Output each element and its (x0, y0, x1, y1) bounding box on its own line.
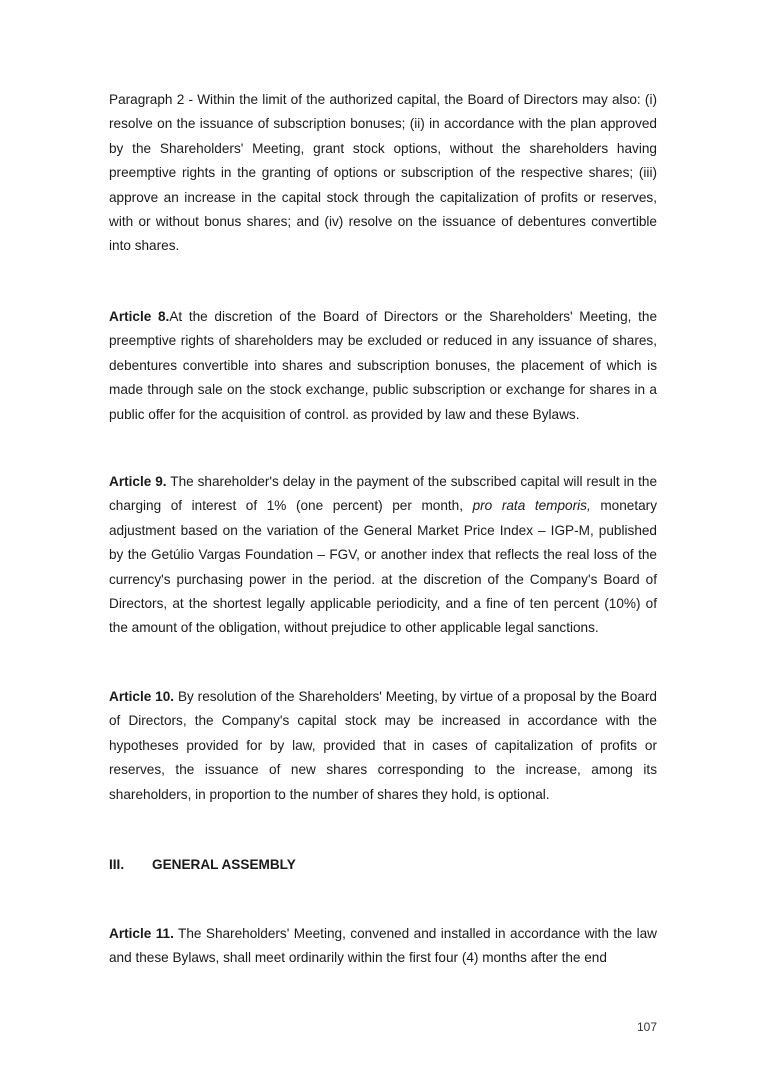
section-number: III. (109, 857, 125, 872)
article-8-text: At the discretion of the Board of Directors or the Shareholders' Meeting, the preemptive rights of shareholders may be excluded or reduced in any issuance of shares, debentures convertible into shares and subscription bonuses, the placement of which is made through sale on the stock exchange, public subscription or exchange for shares in a public offer for the acquisition of control. as provided by law and these Bylaws. (109, 309, 658, 422)
article-10 (109, 685, 657, 807)
article-11-text: The Shareholders' Meeting, convened and installed in accordance with the law and these Bylaws, shall meet ordinarily within the first four (4) months after the end (109, 926, 658, 966)
article-9 (109, 470, 657, 641)
section-title: GENERAL ASSEMBLY (152, 857, 296, 872)
article-11-label: Article 11. (109, 926, 174, 941)
page-number: 107 (636, 1020, 657, 1034)
article-9-text-before: The shareholder's delay in the payment of the subscribed capital will result in the charging of interest of 1% (one percent) per month, (109, 474, 658, 514)
article-8 (109, 305, 657, 427)
paragraph-2: Paragraph 2 - Within the limit of the authorized capital, the Board of Directors may also: (i) resolve on the issuance of subscription bonuses; (ii) in accordance with the plan approved by the Shareholders' Meeting, grant stock options, without the shareholders having preemptive rights in the granting of options or subscription of the respective shares; (iii) approve an increase in the capital stock through the capitalization of profits or reserves, with or without bonus shares; and (iv) resolve on the issuance of debentures convertible into shares. (109, 92, 657, 254)
article-9-text-after: monetary adjustment based on the variation of the General Market Price Index – IGP-M, published by the Getúlio Vargas Foundation – FGV, or another index that reflects the real loss of the currency's purchasing power in the period. at the discretion of the Company's Board of Directors, at the shortest legally applicable periodicity, and a fine of ten percent (10%) of the amount of the obligation, without prejudice to other applicable legal sanctions. (109, 498, 657, 636)
article-10-label: Article 10. (109, 689, 175, 704)
article-9-label: Article 9. (109, 474, 167, 489)
article-8-label: Article 8. (109, 309, 170, 324)
article-11 (109, 922, 657, 971)
article-10-text: By resolution of the Shareholders' Meeting, by virtue of a proposal by the Board of Directors, the Company's capital stock may be increased in accordance with the hypotheses provided for by law, provided that in cases of capitalization of profits or reserves, the issuance of new shares corresponding to the increase, among its shareholders, in proportion to the number of shares they hold, is optional. (109, 689, 657, 802)
article-9-italic-text: pro rata temporis, (472, 498, 591, 514)
section-heading (109, 853, 296, 877)
